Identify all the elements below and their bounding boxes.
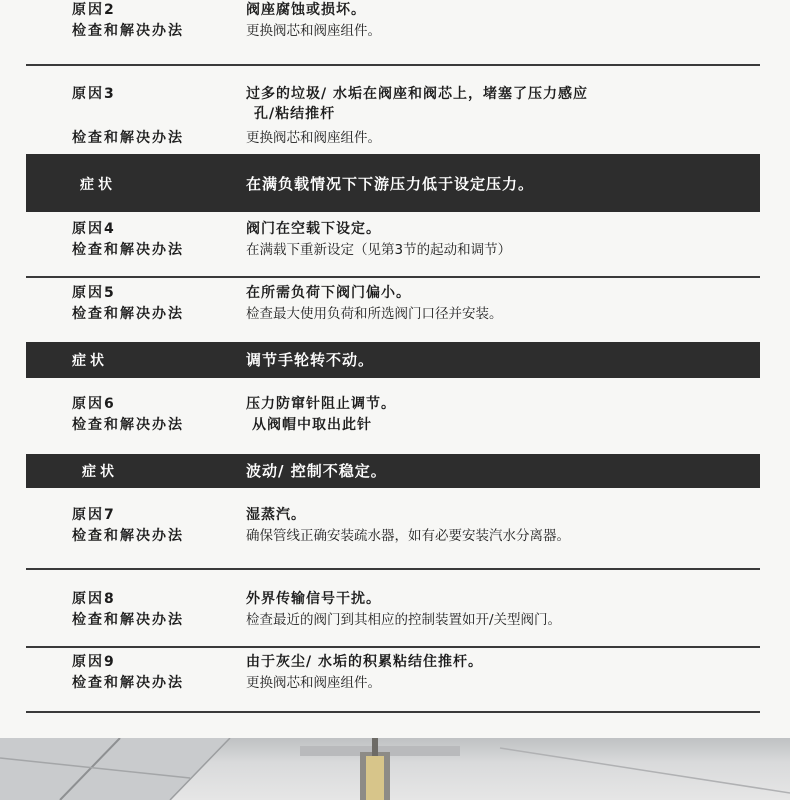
cause-8-label: 原因8 [72, 591, 116, 607]
cause-2-label: 原因2 [72, 2, 116, 18]
cause-5-label: 原因5 [72, 285, 116, 301]
cause-2-check-text: 更换阀芯和阀座组件。 [246, 23, 381, 39]
cause-3-text-line2: 孔/粘结推杆 [254, 106, 336, 122]
tile-seam [500, 748, 790, 793]
cause-8-check-text: 检查最近的阀门到其相应的控制装置如开/关型阀门。 [246, 612, 562, 628]
cause-3-text-line1: 过多的垃圾/ 水垢在阀座和阀芯上，堵塞了压力感应 [246, 86, 588, 102]
cause-6-text: 压力防窜针阻止调节。 [246, 396, 396, 412]
valve-rod [372, 738, 378, 756]
valve-fitting [366, 756, 384, 800]
cause-2-check-label: 检查和解决办法 [72, 23, 184, 39]
cause-4-check-text: 在满载下重新设定（见第3节的起动和调节） [246, 242, 512, 258]
cause-5-text: 在所需负荷下阀门偏小。 [246, 285, 411, 301]
cause-7-check-label: 检查和解决办法 [72, 528, 184, 544]
divider [26, 568, 760, 570]
cause-6-check-text: 从阀帽中取出此针 [252, 417, 372, 433]
cause-5-check-label: 检查和解决办法 [72, 306, 184, 322]
cause-2-text: 阀座腐蚀或损坏。 [246, 2, 366, 18]
symptom-band-1 [26, 154, 760, 212]
cause-9-label: 原因9 [72, 654, 116, 670]
cause-4-text: 阀门在空载下设定。 [246, 221, 381, 237]
symptom-2-label: 症状 [72, 353, 108, 369]
divider [26, 646, 760, 648]
cause-8-text: 外界传输信号干扰。 [246, 591, 381, 607]
symptom-3-text: 波动/ 控制不稳定。 [246, 462, 387, 480]
floor-tile [0, 738, 230, 800]
divider [26, 64, 760, 66]
cause-4-check-label: 检查和解决办法 [72, 242, 184, 258]
symptom-3-label: 症状 [82, 464, 118, 480]
cause-5-check-text: 检查最大使用负荷和所选阀门口径并安装。 [246, 306, 503, 322]
divider [26, 276, 760, 278]
symptom-band-3 [26, 454, 760, 488]
divider [26, 711, 760, 713]
photo-illustration [0, 738, 790, 800]
symptom-band-2 [26, 342, 760, 378]
cause-9-check-text: 更换阀芯和阀座组件。 [246, 675, 381, 691]
symptom-1-label: 症状 [80, 177, 116, 193]
cause-3-check-text: 更换阀芯和阀座组件。 [246, 130, 381, 146]
cause-7-check-text: 确保管线正确安装疏水器，如有必要安装汽水分离器。 [246, 528, 570, 544]
cause-7-label: 原因7 [72, 507, 116, 523]
cause-3-label: 原因3 [72, 86, 116, 102]
cause-8-check-label: 检查和解决办法 [72, 612, 184, 628]
cause-9-check-label: 检查和解决办法 [72, 675, 184, 691]
symptom-2-text: 调节手轮转不动。 [246, 351, 375, 369]
cause-4-label: 原因4 [72, 221, 116, 237]
symptom-1-text: 在满负载情况下下游压力低于设定压力。 [246, 175, 535, 193]
cause-6-label: 原因6 [72, 396, 116, 412]
cause-6-check-label: 检查和解决办法 [72, 417, 184, 433]
cause-9-text: 由于灰尘/ 水垢的积累粘结住推杆。 [246, 654, 483, 670]
background-photo-edge [0, 738, 790, 800]
cause-3-check-label: 检查和解决办法 [72, 130, 184, 146]
cause-7-text: 湿蒸汽。 [246, 507, 306, 523]
